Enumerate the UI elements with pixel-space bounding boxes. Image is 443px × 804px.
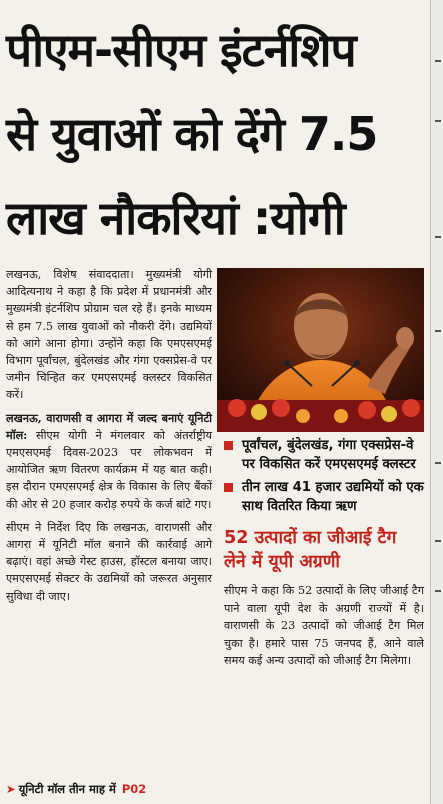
headline-line-3: लाख नौकरियां :योगी <box>6 191 345 245</box>
continuation-line <box>6 781 216 797</box>
article-sidebar <box>224 436 424 670</box>
speaker-photo-illustration <box>217 268 424 432</box>
paragraph-unity-mall <box>6 410 212 513</box>
highlight-bullet-1: पूर्वांचल, बुंदेलखंड, गंगा एक्सप्रेस-वे पर विकसित करें एमएसएमई क्लस्टर <box>224 436 424 474</box>
headline-line-2: से युवाओं को देंगे 7.5 <box>6 107 378 161</box>
bullet-square-icon <box>224 483 233 492</box>
paragraph-lead: लखनऊ, वाराणसी व आगरा में जल्द बनाएं यूनिटी मॉल: <box>6 410 212 442</box>
paragraph-intro: लखनऊ, विशेष संवाददाता। मुख्यमंत्री योगी आदित्यनाथ ने कहा है कि प्रदेश में प्रधानमंत्री और मुख्यमंत्री इंटर्नशिप प्रोग्राम चल रहे हैं। इनके माध्यम से हम 7.5 लाख युवाओं को नौकरी देंगे। उद्यमियों को आगे आना होगा। उन्होंने कहा कि एमएसएमई विभाग पूर्वांचल, बुंदेलखंड और गंगा एक्सप्रेस-वे पर जमीन चिन्हित कर एमएसएमई क्लस्टर विकसित करें। <box>6 268 212 402</box>
highlight-bullet-2: तीन लाख 41 हजार उद्यमियों को एक साथ वितरित किया ऋण <box>224 478 424 516</box>
paragraph-unity-mall-text: सीएम योगी ने मंगलवार को अंतर्राष्ट्रीय एमएसएमई दिवस-2023 पर लोकभवन में आयोजित ऋण वितरण कार्यक्रम में यह बात कही। इस दौरान एमएसएमई क्षेत्र के विकास के लिए बैंकों की ओर से 20 हजार करोड़ रुपये के कर्ज बांटे गए। <box>6 428 212 511</box>
column-rule <box>430 0 431 804</box>
article-body-left <box>6 266 212 611</box>
paragraph-directions: सीएम ने निर्देश दिए कि लखनऊ, वाराणसी और आगरा में यूनिटी मॉल बनाने की कार्रवाई आगे बढ़ाएं। वहां अच्छे गेस्ट हाउस, हॉस्टल बनाया जाए। एमएसएमई सेक्टर के उद्यमियों को जरूरत अनुसार सुविधा दी जाए। <box>6 520 212 603</box>
adjacent-column-strip <box>432 0 443 804</box>
page-reference: P02 <box>121 782 147 796</box>
continuation-arrow-icon: ➤ <box>6 782 16 796</box>
subheading-gi-tag: 52 उत्पादों का जीआई टैग लेने में यूपी अग्रणी <box>224 528 397 572</box>
bullet-square-icon <box>224 441 233 450</box>
headline <box>6 8 426 260</box>
paragraph-gi-tag: सीएम ने कहा कि 52 उत्पादों के लिए जीआई टैग पाने वाला यूपी देश के अग्रणी राज्यों में है। वाराणसी के 23 उत्पादों को जीआई टैग मिल चुका है। हमारे पास 75 जनपद हैं, आने वाले समय कई अन्य उत्पादों को जीआई टैग मिलेगा। <box>224 584 424 668</box>
continuation-text: यूनिटी मॉल तीन माह में <box>18 782 116 796</box>
headline-line-1: पीएम-सीएम इंटर्नशिप <box>6 23 356 77</box>
news-photo <box>217 268 424 432</box>
